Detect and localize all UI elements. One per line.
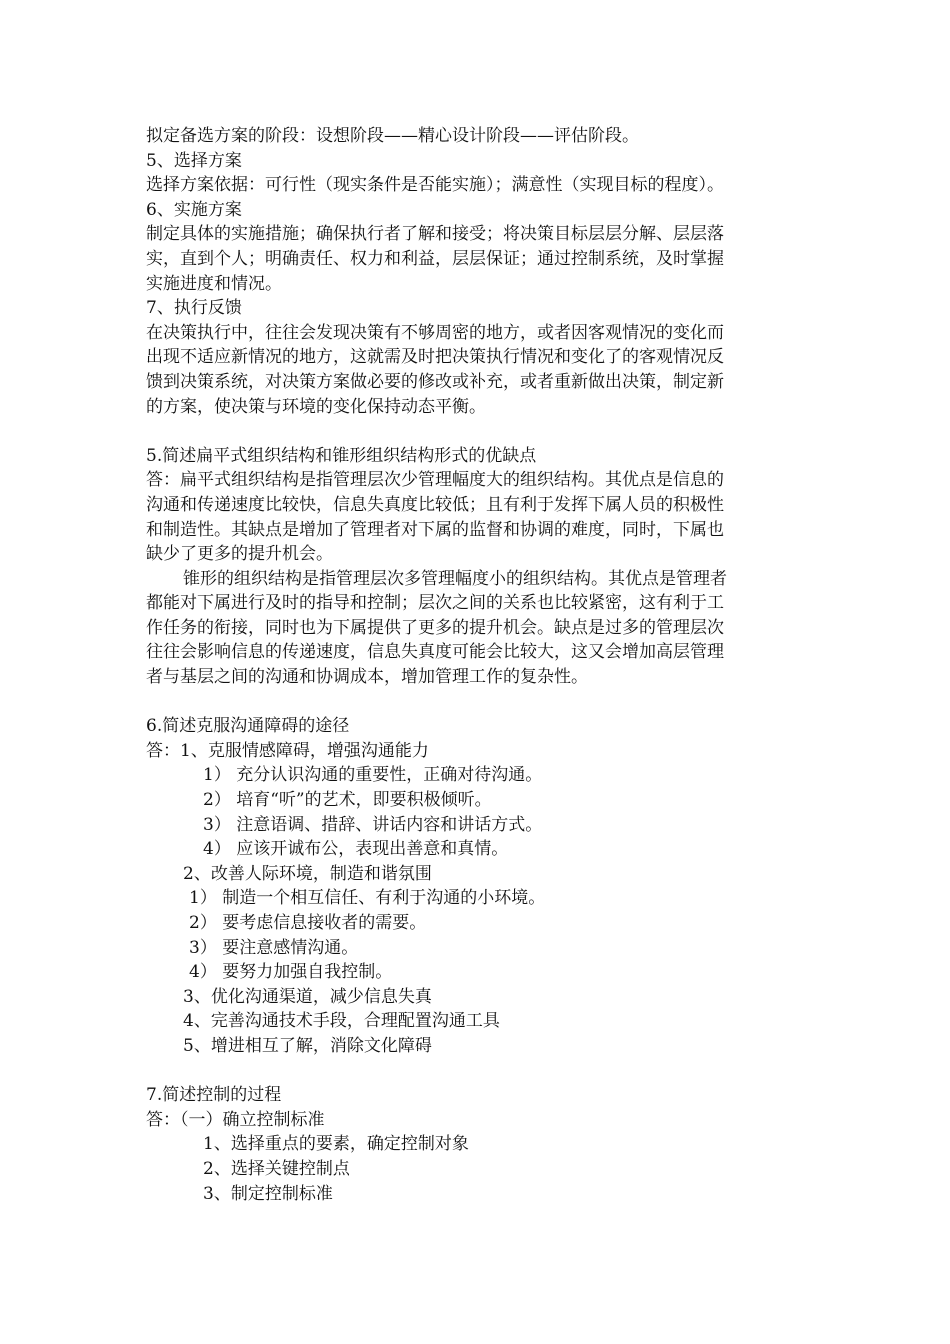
q6-item2-sub: 1） 制造一个相互信任、有利于沟通的小环境。 <box>189 888 546 909</box>
q6-item5: 5、增进相互了解，消除文化障碍 <box>183 1035 432 1056</box>
q6-item1-sub: 1） 充分认识沟通的重要性，正确对待沟通。 <box>203 765 543 786</box>
step7-body-line: 馈到决策系统，对决策方案做必要的修改或补充，或者重新做出决策，制定新 <box>146 371 724 392</box>
spacer <box>146 419 806 444</box>
q6-item1-sub: 2） 培育“听”的艺术，即要积极倾听。 <box>203 790 492 811</box>
step7-body-line: 在决策执行中，往往会发现决策有不够周密的地方，或者因客观情况的变化而 <box>146 322 724 343</box>
q7-part1-item: 3、制定控制标准 <box>203 1183 333 1204</box>
q6-item1-sub: 4） 应该开诚布公，表现出善意和真情。 <box>203 839 509 860</box>
q5-para2-line: 往往会影响信息的传递速度，信息失真度可能会比较大，这又会增加高层管理 <box>146 642 724 663</box>
step5-title: 5、选择方案 <box>146 150 242 171</box>
question-5-title: 5.简述扁平式组织结构和锥形组织结构形式的优缺点 <box>146 445 537 466</box>
q6-item2-sub: 2） 要考虑信息接收者的需要。 <box>189 913 427 933</box>
step6-title: 6、实施方案 <box>146 199 242 220</box>
spacer <box>146 690 806 715</box>
step6-body-line: 实施进度和情况。 <box>146 273 282 294</box>
q5-para2-line: 作任务的衔接，同时也为下属提供了更多的提升机会。缺点是过多的管理层次 <box>146 617 724 638</box>
spacer <box>146 1059 806 1084</box>
q6-item2-sub: 3） 要注意感情沟通。 <box>189 937 359 958</box>
q5-para2-line: 锥形的组织结构是指管理层次多管理幅度小的组织结构。其优点是管理者 <box>183 568 727 589</box>
step7-body-line: 的方案，使决策与环境的变化保持动态平衡。 <box>146 396 486 417</box>
question-7-title: 7.简述控制的过程 <box>146 1085 282 1106</box>
step6-body-line: 制定具体的实施措施；确保执行者了解和接受；将决策目标层层分解、层层落 <box>146 224 724 245</box>
document-page <box>146 124 806 1206</box>
q5-para1-line: 和制造性。其缺点是增加了管理者对下属的监督和协调的难度，同时，下属也 <box>146 519 724 540</box>
question-6-title: 6.简述克服沟通障碍的途径 <box>146 716 350 737</box>
q7-part1: 答：（一）确立控制标准 <box>146 1109 325 1130</box>
q7-part1-item: 2、选择关键控制点 <box>203 1158 350 1179</box>
alt-stages-text: 拟定备选方案的阶段：设想阶段——精心设计阶段——评估阶段。 <box>146 126 639 146</box>
q6-item3: 3、优化沟通渠道，减少信息失真 <box>183 986 432 1007</box>
step7-body-line: 出现不适应新情况的地方，这就需及时把决策执行情况和变化了的客观情况反 <box>146 347 724 368</box>
q5-para1-line: 缺少了更多的提升机会。 <box>146 544 333 565</box>
q6-item1: 答：1、克服情感障碍，增强沟通能力 <box>146 740 429 761</box>
step6-body-line: 实，直到个人；明确责任、权力和利益，层层保证；通过控制系统，及时掌握 <box>146 248 724 269</box>
step5-body: 选择方案依据：可行性（现实条件是否能实施）；满意性（实现目标的程度）。 <box>146 175 724 196</box>
q6-item2-sub: 4） 要努力加强自我控制。 <box>189 962 393 983</box>
q5-para2-line: 者与基层之间的沟通和协调成本，增加管理工作的复杂性。 <box>146 667 588 688</box>
q5-para1-line: 沟通和传递速度比较快，信息失真度比较低；且有利于发挥下属人员的积极性 <box>146 494 724 515</box>
q7-part1-item: 1、选择重点的要素，确定控制对象 <box>203 1134 469 1155</box>
q6-item2: 2、改善人际环境，制造和谐氛围 <box>183 863 432 884</box>
q6-item1-sub: 3） 注意语调、措辞、讲话内容和讲话方式。 <box>203 814 543 835</box>
step7-title: 7、执行反馈 <box>146 298 242 319</box>
q6-item4: 4、完善沟通技术手段，合理配置沟通工具 <box>183 1011 500 1032</box>
q5-para1-line: 答：扁平式组织结构是指管理层次少管理幅度大的组织结构。其优点是信息的 <box>146 470 724 491</box>
q5-para2-line: 都能对下属进行及时的指导和控制；层次之间的关系也比较紧密，这有利于工 <box>146 593 724 614</box>
